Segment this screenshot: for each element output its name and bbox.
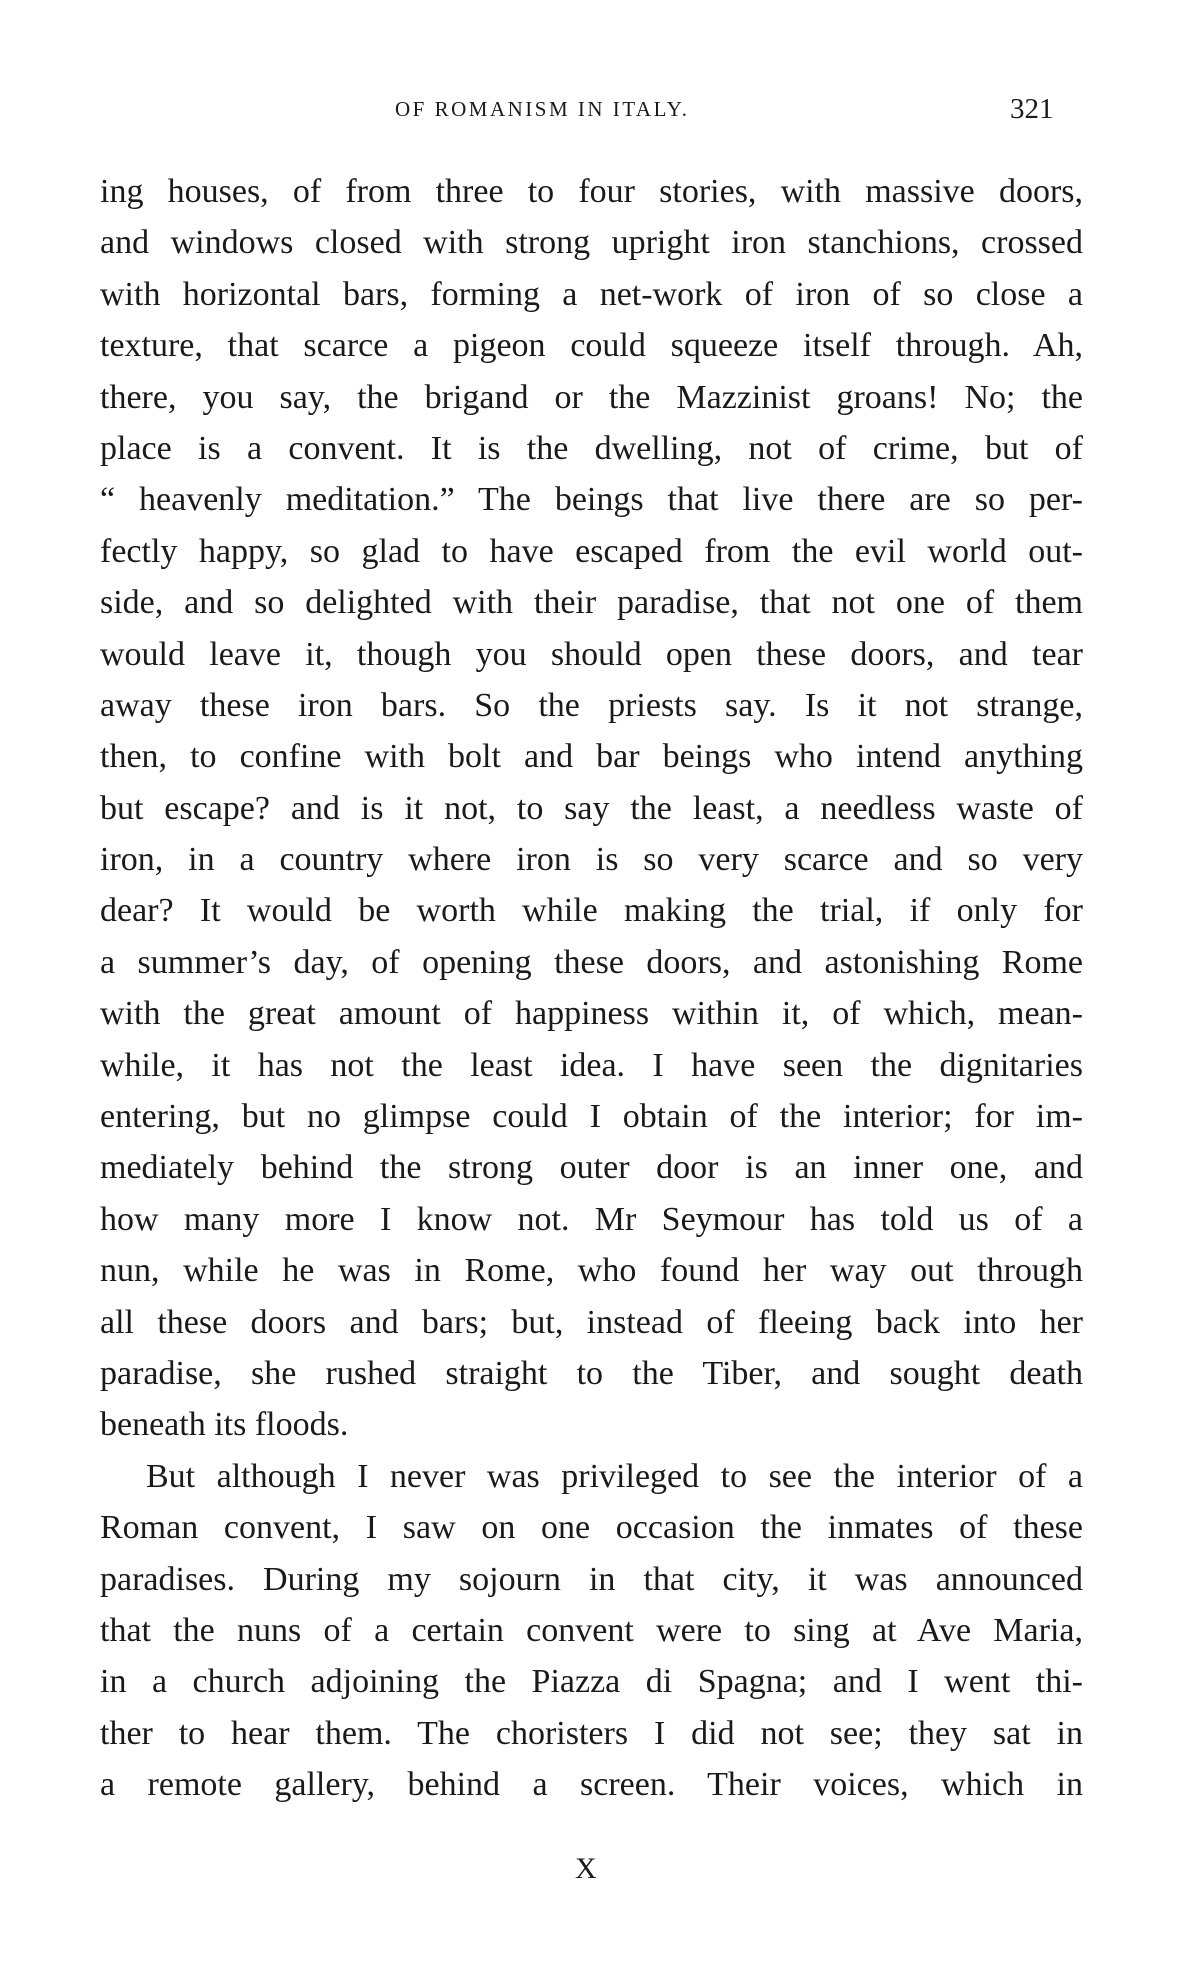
text-line: there, you say, the brigand or the Mazzinist groans! No; the [100,378,1083,416]
text-line: all these doors and bars; but, instead of fleeing back into her [100,1303,1083,1341]
text-line: a summer’s day, of opening these doors, and astonishing Rome [100,943,1083,981]
text-line: fectly happy, so glad to have escaped from the evil world out- [100,532,1083,570]
text-line: that the nuns of a certain convent were to sing at Ave Maria, [100,1611,1083,1649]
text-line: while, it has not the least idea. I have seen the dignitaries [100,1046,1083,1084]
text-line: nun, while he was in Rome, who found her way out through [100,1252,1083,1290]
text-line: would leave it, though you should open these doors, and tear [100,635,1083,673]
text-line: mediately behind the strong outer door is an inner one, and [100,1149,1083,1187]
page-number: 321 [1010,93,1054,125]
text-line: dear? It would be worth while making the trial, if only for [100,892,1083,930]
text-line: ther to hear them. The choristers I did not see; they sat in [100,1714,1083,1752]
text-line: Roman convent, I saw on one occasion the inmates of these [100,1509,1083,1547]
text-line: “ heavenly meditation.” The beings that live there are so per- [100,481,1083,519]
body-text [100,166,1083,1811]
text-line: but escape? and is it not, to say the least, a needless waste of [100,789,1083,827]
running-title: OF ROMANISM IN ITALY. [395,97,690,121]
running-head [0,93,1190,136]
text-line: and windows closed with strong upright iron stanchions, crossed [100,224,1083,262]
text-line: in a church adjoining the Piazza di Spagna; and I went thi- [100,1663,1083,1701]
text-line: iron, in a country where iron is so very scarce and so very [100,841,1083,879]
signature-mark: X [575,1852,598,1885]
text-line: with horizontal bars, forming a net-work of iron of so close a [100,275,1083,313]
text-line: But although I never was privileged to see the interior of a [146,1457,1083,1495]
text-line: ing houses, of from three to four stories, with massive doors, [100,173,1083,210]
text-line: paradise, she rushed straight to the Tiber, and sought death [100,1354,1083,1392]
text-line: then, to confine with bolt and bar beings who intend anything [100,738,1083,776]
text-line: texture, that scarce a pigeon could squeeze itself through. Ah, [100,327,1083,365]
text-line: away these iron bars. So the priests say. Is it not strange, [100,686,1083,724]
text-line: side, and so delighted with their paradise, that not one of them [100,584,1083,622]
text-line: paradises. During my sojourn in that city, it was announced [100,1560,1083,1598]
text-line: with the great amount of happiness within it, of which, mean- [100,995,1083,1033]
text-line: a remote gallery, behind a screen. Their voices, which in [100,1766,1083,1804]
text-line: place is a convent. It is the dwelling, not of crime, but of [100,429,1083,467]
text-line: entering, but no glimpse could I obtain of the interior; for im- [100,1098,1083,1136]
text-line: beneath its floods. [100,1406,349,1444]
text-line: how many more I know not. Mr Seymour has told us of a [100,1200,1083,1238]
